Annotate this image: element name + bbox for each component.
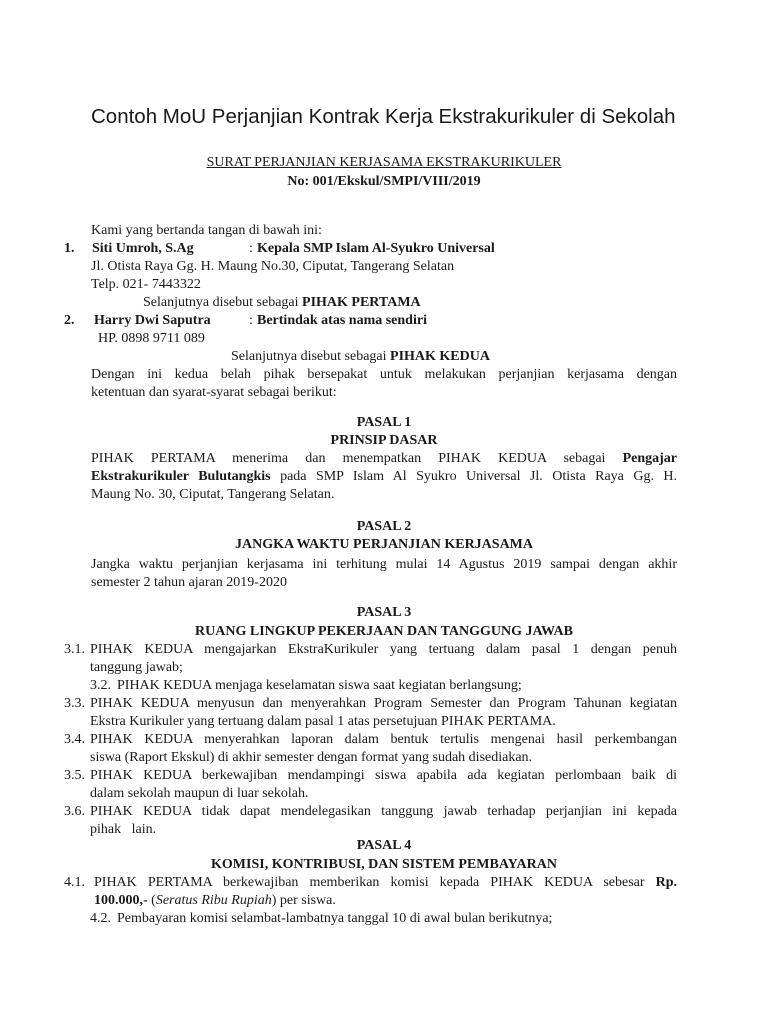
party1-designation xyxy=(143,294,421,312)
party1-address: Jl. Otista Raya Gg. H. Maung No.30, Ciputat, Tangerang Selatan xyxy=(91,259,455,274)
pasal3-item3-number: 3.3. xyxy=(64,696,85,711)
pasal1-line1-text: PIHAK PERTAMA menerima dan menempatkan PIHAK KEDUA sebagai xyxy=(91,451,606,466)
party2-designation xyxy=(231,348,490,366)
pasal2-label: PASAL 2 xyxy=(356,519,412,534)
pasal4-item2-number: 4.2. xyxy=(90,911,111,926)
agreement-number: No: 001/Ekskul/SMPI/VIII/2019 xyxy=(287,174,481,189)
pasal1-label: PASAL 1 xyxy=(356,415,412,430)
pasal4-item1-paren-open: ( xyxy=(151,893,156,908)
pasal2-line-1: Jangka waktu perjanjian kerjasama ini terhitung mulai 14 Agustus 2019 sampai dengan akhir xyxy=(91,557,677,572)
pasal4-item1-amount: 100.000,- xyxy=(94,893,148,908)
party1-number: 1. xyxy=(64,241,75,256)
pasal3-item6-number: 3.6. xyxy=(64,804,85,819)
pasal3-item1-line1: PIHAK KEDUA mengajarkan EkstraKurikuler yang tertuang dalam pasal 1 dengan penuh xyxy=(90,642,677,657)
pasal1-line-1 xyxy=(91,450,677,468)
party2-called: PIHAK KEDUA xyxy=(390,349,490,364)
pasal1-line-2 xyxy=(91,468,677,486)
pasal2-line-2: semester 2 tahun ajaran 2019-2020 xyxy=(91,575,287,590)
pasal1-title: PRINSIP DASAR xyxy=(330,433,438,448)
pasal4-item1-text: PIHAK PERTAMA berkewajiban memberikan komisi kepada PIHAK KEDUA sebesar xyxy=(94,875,645,890)
pasal3-item1-line2: tanggung jawab; xyxy=(90,660,183,675)
pasal3-item2-number: 3.2. xyxy=(90,678,111,693)
pasal3-item2-line1: PIHAK KEDUA menjaga keselamatan siswa saat kegiatan berlangsung; xyxy=(117,678,522,693)
party2-colon: : xyxy=(249,313,253,328)
party1-colon: : xyxy=(249,241,253,256)
pasal1-line-3: Maung No. 30, Ciputat, Tangerang Selatan. xyxy=(91,487,335,502)
party1-called-prefix: Selanjutnya disebut sebagai xyxy=(143,295,299,310)
pasal3-item5-line2: dalam sekolah maupun di luar sekolah. xyxy=(90,786,309,801)
pasal3-item5-line1: PIHAK KEDUA berkewajiban mendampingi siswa apabila ada kegiatan perlombaan baik di xyxy=(90,768,677,783)
party2-role: Bertindak atas nama sendiri xyxy=(257,313,427,328)
party1-role: Kepala SMP Islam Al-Syukro Universal xyxy=(257,241,495,256)
party2-phone: HP. 0898 9711 089 xyxy=(98,331,205,346)
page-title: Contoh MoU Perjanjian Kontrak Kerja Ekstrakurikuler di Sekolah xyxy=(91,105,676,128)
party1-called: PIHAK PERTAMA xyxy=(302,295,421,310)
pasal3-item5-number: 3.5. xyxy=(64,768,85,783)
pasal4-item1-number: 4.1. xyxy=(64,875,85,890)
pasal3-item4-line2: siswa (Raport Ekskul) di akhir semester dengan format yang sudah disediakan. xyxy=(90,750,533,765)
pasal3-label: PASAL 3 xyxy=(356,605,412,620)
pasal3-item4-line1: PIHAK KEDUA menyerahkan laporan dalam bentuk tertulis mengenai hasil perkembangan xyxy=(90,732,677,747)
pasal1-line2-bold: Ekstrakurikuler Bulutangkis xyxy=(91,469,271,484)
pasal3-title: RUANG LINGKUP PEKERJAAN DAN TANGGUNG JAWAB xyxy=(195,624,573,639)
pasal4-item1-line1 xyxy=(94,874,677,892)
pasal3-item3-line2: Ekstra Kurikuler yang tertuang dalam pasal 1 atas persetujuan PIHAK PERTAMA. xyxy=(90,714,556,729)
pasal4-item1-amount-words: Seratus Ribu Rupiah xyxy=(155,893,272,908)
pasal3-item4-number: 3.4. xyxy=(64,732,85,747)
agreement-heading: SURAT PERJANJIAN KERJASAMA EKSTRAKURIKULER xyxy=(206,155,562,170)
pasal3-item6-line2: pihak lain. xyxy=(90,822,157,837)
party1-phone: Telp. 021- 7443322 xyxy=(91,277,201,292)
pasal2-title: JANGKA WAKTU PERJANJIAN KERJASAMA xyxy=(234,537,534,552)
pasal4-item1-line2 xyxy=(94,892,336,910)
agreement-line-1: Dengan ini kedua belah pihak bersepakat untuk melakukan perjanjian kerjasama dengan xyxy=(91,367,677,382)
pasal1-line1-bold: Pengajar xyxy=(622,451,678,466)
agreement-line-2: ketentuan dan syarat-syarat sebagai berikut: xyxy=(91,385,337,400)
party2-called-prefix: Selanjutnya disebut sebagai xyxy=(231,349,387,364)
party1-name: Siti Umroh, S.Ag xyxy=(92,241,194,256)
pasal4-item1-per-student: ) per siswa. xyxy=(271,893,336,908)
pasal4-item2-text: Pembayaran komisi selambat-lambatnya tanggal 10 di awal bulan berikutnya; xyxy=(117,911,553,926)
pasal4-item1-amount-prefix: Rp. xyxy=(655,875,678,890)
pasal3-item6-line1: PIHAK KEDUA tidak dapat mendelegasikan tanggung jawab terhadap perjanjian ini kepada xyxy=(90,804,677,819)
party2-number: 2. xyxy=(64,313,75,328)
party2-name: Harry Dwi Saputra xyxy=(94,313,211,328)
intro-text: Kami yang bertanda tangan di bawah ini: xyxy=(91,223,322,238)
pasal3-item3-line1: PIHAK KEDUA menyusun dan menyerahkan Program Semester dan Program Tahunan kegiatan xyxy=(90,696,677,711)
pasal4-title: KOMISI, KONTRIBUSI, DAN SISTEM PEMBAYARAN xyxy=(211,857,557,872)
pasal4-label: PASAL 4 xyxy=(356,838,412,853)
pasal3-item1-number: 3.1. xyxy=(64,642,85,657)
pasal1-line2-text: pada SMP Islam Al Syukro Universal Jl. Otista Raya Gg. H. xyxy=(280,469,678,484)
